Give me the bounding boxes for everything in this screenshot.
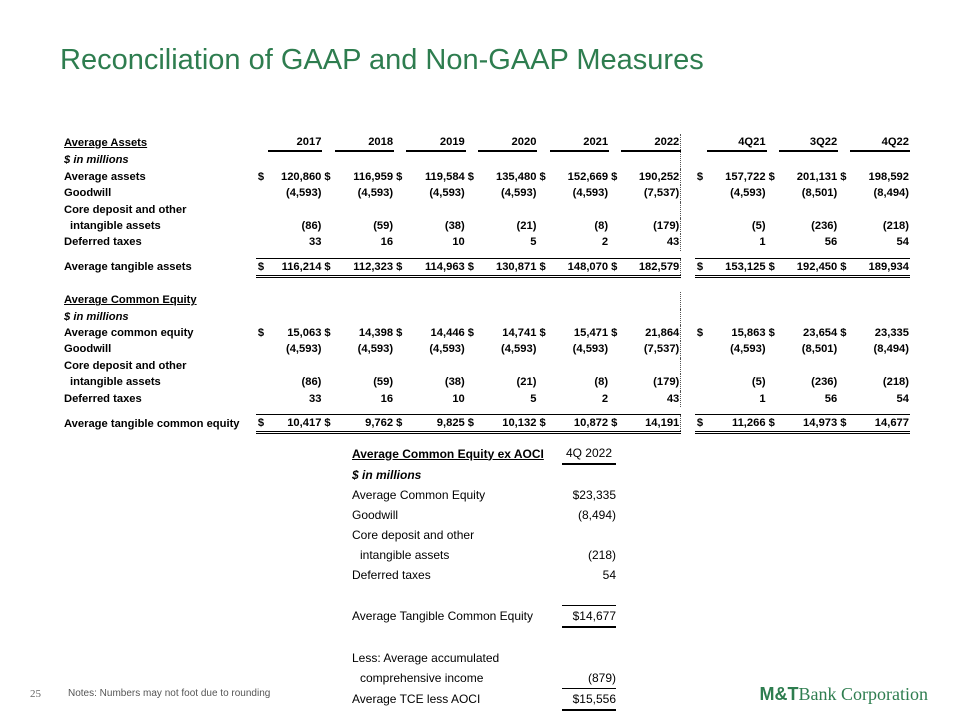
- cell-value: (218): [882, 220, 909, 233]
- dollar-sign: $: [467, 327, 474, 340]
- column-header: 2020: [478, 134, 538, 151]
- cell-value: [707, 151, 767, 168]
- cell-value: (4,593): [357, 187, 394, 200]
- cell-value: 5: [530, 392, 537, 405]
- cell-value: 15,863: [731, 327, 766, 340]
- row-label: Average common equity: [64, 327, 194, 340]
- column-header: [335, 292, 395, 308]
- cell-value: 10: [452, 392, 465, 405]
- cell-value: 43: [621, 391, 681, 407]
- cell-value: 116,959: [353, 170, 394, 183]
- cell-value: 15,471: [573, 327, 609, 340]
- cell-value: [268, 358, 323, 374]
- column-header: 3Q22: [779, 134, 839, 151]
- row-label: intangible assets: [70, 220, 161, 233]
- dollar-sign: $: [767, 258, 779, 276]
- cell-value: (5): [751, 376, 766, 389]
- cell-value: [779, 202, 839, 218]
- dollar-sign: $: [537, 258, 549, 276]
- dollar-sign: $: [696, 170, 704, 183]
- row-label: Core deposit and other: [64, 203, 187, 216]
- cell-value: 114,963: [406, 258, 466, 276]
- aoci-row: Average Common Equity $23,335: [352, 488, 616, 502]
- cell-value: 9,825: [406, 415, 466, 433]
- column-header: [406, 292, 466, 308]
- cell-value: [335, 309, 395, 325]
- cell-value: [335, 151, 395, 168]
- cell-value: 16: [380, 236, 394, 249]
- equity-header-row: [64, 292, 910, 308]
- cell-value: 2: [601, 392, 609, 405]
- dollar-sign: $: [257, 170, 265, 183]
- cell-value: [621, 309, 681, 325]
- row-label: Deferred taxes: [64, 392, 142, 405]
- cell-value: (4,593): [730, 343, 766, 356]
- cell-value: [478, 202, 538, 218]
- cell-value: [850, 151, 910, 168]
- cell-value: 201,131: [796, 170, 838, 183]
- cell-value: [406, 202, 466, 218]
- cell-value: 54: [896, 392, 909, 405]
- cell-value: 148,070: [550, 258, 610, 276]
- cell-value: (38): [444, 376, 465, 389]
- dollar-sign: $: [539, 327, 546, 340]
- cell-value: [779, 309, 839, 325]
- cell-value: 21,864: [621, 325, 681, 341]
- dollar-sign: $: [256, 258, 268, 276]
- column-header: [478, 292, 538, 308]
- aoci-reconciliation-table: [352, 443, 616, 711]
- cell-value: (38): [444, 220, 465, 233]
- cell-value: 10,132: [478, 415, 538, 433]
- equity-units-row: [64, 309, 910, 325]
- cell-value: [335, 358, 395, 374]
- row-label: Core deposit and other: [64, 359, 187, 372]
- cell-value: (4,593): [285, 343, 322, 356]
- column-header: [621, 292, 681, 308]
- footnote: Notes: Numbers may not foot due to rounding: [68, 688, 271, 699]
- dollar-sign: $: [467, 170, 474, 183]
- cell-value: [478, 151, 538, 168]
- assets-row: [64, 202, 910, 218]
- cell-value: (4,593): [429, 343, 465, 356]
- row-label: Average assets: [64, 170, 146, 183]
- cell-value: [621, 202, 681, 218]
- column-header: 2017: [268, 134, 323, 151]
- column-header: [550, 292, 610, 308]
- aoci-row: Goodwill (8,494): [352, 508, 616, 522]
- column-header: [707, 292, 767, 308]
- cell-value: 112,323: [335, 258, 395, 276]
- cell-value: 14,973: [779, 415, 839, 433]
- dollar-sign: $: [466, 258, 478, 276]
- cell-value: [550, 358, 610, 374]
- dollar-sign: $: [539, 170, 546, 183]
- aoci-row: Less: Average accumulated: [352, 651, 500, 665]
- column-header: 2018: [335, 134, 395, 151]
- cell-value: 1: [759, 236, 766, 249]
- dollar-sign: $: [256, 415, 268, 433]
- column-header: 4Q21: [707, 134, 767, 151]
- dollar-sign: $: [322, 258, 334, 276]
- page-number: 25: [30, 688, 41, 700]
- cell-value: [335, 202, 395, 218]
- dollar-sign: $: [466, 415, 478, 433]
- cell-value: 130,871: [478, 258, 538, 276]
- assets-row: [64, 169, 910, 185]
- cell-value: 15,063: [287, 327, 322, 340]
- cell-value: 189,934: [850, 258, 910, 276]
- cell-value: (4,593): [500, 187, 537, 200]
- cell-value: (8,501): [801, 343, 838, 356]
- cell-value: 1: [759, 392, 766, 405]
- equity-total-row: [64, 415, 910, 433]
- cell-value: 157,722: [725, 170, 766, 183]
- cell-value: 23,654: [803, 327, 838, 340]
- cell-value: [406, 151, 466, 168]
- cell-value: 56: [824, 392, 838, 405]
- row-label: Goodwill: [64, 187, 112, 200]
- dollar-sign: $: [609, 415, 621, 433]
- cell-value: [550, 151, 610, 168]
- assets-header-row: [64, 134, 910, 151]
- cell-value: 10,872: [550, 415, 610, 433]
- cell-value: [621, 151, 681, 168]
- dollar-sign: $: [396, 170, 403, 183]
- equity-row: [64, 358, 910, 374]
- cell-value: 2: [601, 236, 609, 249]
- column-header: [850, 292, 910, 308]
- cell-value: [779, 151, 839, 168]
- cell-value: 9,762: [335, 415, 395, 433]
- dollar-sign: $: [394, 415, 406, 433]
- cell-value: (86): [301, 376, 322, 389]
- aoci-row: Core deposit and other: [352, 528, 475, 542]
- equity-row: [64, 391, 910, 407]
- cell-value: [707, 202, 767, 218]
- dollar-sign: $: [537, 415, 549, 433]
- cell-value: 135,480: [495, 170, 537, 183]
- dollar-sign: $: [609, 258, 621, 276]
- dollar-sign: $: [322, 415, 334, 433]
- cell-value: 54: [896, 236, 909, 249]
- logo-mark: M&T: [759, 684, 799, 704]
- cell-value: (7,537): [621, 185, 681, 201]
- dollar-sign: $: [695, 258, 707, 276]
- assets-row: [64, 185, 910, 201]
- dollar-sign: $: [396, 327, 403, 340]
- cell-value: 116,214: [268, 258, 323, 276]
- cell-value: (8,494): [873, 343, 909, 356]
- cell-value: 10,417: [268, 415, 323, 433]
- cell-value: (4,593): [429, 187, 465, 200]
- assets-row: [64, 218, 910, 234]
- cell-value: 10: [452, 236, 465, 249]
- cell-value: 16: [380, 392, 394, 405]
- cell-value: (4,593): [285, 187, 322, 200]
- aoci-heading: Average Common Equity ex AOCI: [352, 446, 544, 461]
- cell-value: (59): [373, 220, 394, 233]
- gaap-reconciliation-table: [64, 134, 910, 434]
- cell-value: (4,593): [500, 343, 537, 356]
- dollar-sign: $: [767, 415, 779, 433]
- cell-value: (218): [882, 376, 909, 389]
- dollar-sign: $: [768, 327, 775, 340]
- dollar-sign: $: [768, 170, 775, 183]
- cell-value: 182,579: [621, 258, 681, 276]
- column-header: 2022: [621, 134, 681, 151]
- row-label: Average Assets: [64, 136, 148, 149]
- cell-value: 33: [308, 236, 322, 249]
- cell-value: (236): [811, 376, 838, 389]
- dollar-sign: $: [838, 258, 850, 276]
- column-header: [779, 292, 839, 308]
- cell-value: [707, 358, 767, 374]
- row-label: $ in millions: [64, 310, 129, 323]
- dollar-sign: $: [257, 327, 265, 340]
- company-logo: [760, 684, 928, 705]
- cell-value: [850, 309, 910, 325]
- page-title: Reconciliation of GAAP and Non-GAAP Measures: [60, 44, 704, 76]
- cell-value: (8): [594, 220, 609, 233]
- equity-row: [64, 325, 910, 341]
- dollar-sign: $: [611, 327, 618, 340]
- cell-value: [406, 309, 466, 325]
- row-label: Average Common Equity: [64, 294, 197, 307]
- cell-value: (4,593): [730, 187, 766, 200]
- cell-value: (4,593): [357, 343, 394, 356]
- cell-value: [621, 358, 681, 374]
- cell-value: [850, 202, 910, 218]
- cell-value: [850, 358, 910, 374]
- cell-value: [707, 309, 767, 325]
- assets-total-row: [64, 258, 910, 276]
- cell-value: 33: [308, 392, 322, 405]
- row-label: Goodwill: [64, 343, 112, 356]
- dollar-sign: $: [696, 327, 704, 340]
- cell-value: (4,593): [572, 187, 609, 200]
- cell-value: [268, 202, 323, 218]
- cell-value: 120,860: [280, 170, 322, 183]
- row-label: Deferred taxes: [64, 236, 142, 249]
- cell-value: (4,593): [572, 343, 609, 356]
- cell-value: 23,335: [874, 327, 909, 340]
- cell-value: [478, 309, 538, 325]
- cell-value: [779, 358, 839, 374]
- aoci-row: Deferred taxes 54: [352, 568, 616, 582]
- logo-text: Bank Corporation: [798, 684, 928, 704]
- dollar-sign: $: [838, 415, 850, 433]
- column-header: 2019: [406, 134, 466, 151]
- cell-value: 192,450: [779, 258, 839, 276]
- dollar-sign: $: [324, 327, 331, 340]
- cell-value: [268, 151, 323, 168]
- cell-value: 14,191: [621, 415, 681, 433]
- equity-row: [64, 341, 910, 357]
- column-header: 2021: [550, 134, 610, 151]
- row-label: Average tangible assets: [64, 261, 192, 274]
- dollar-sign: $: [840, 327, 847, 340]
- aoci-row: intangible assets (218): [360, 548, 616, 562]
- cell-value: 14,446: [430, 327, 465, 340]
- dollar-sign: $: [695, 415, 707, 433]
- cell-value: 56: [824, 236, 838, 249]
- column-header: [268, 292, 323, 308]
- cell-value: 153,125: [707, 258, 767, 276]
- cell-value: (236): [811, 220, 838, 233]
- cell-value: (179): [621, 374, 681, 390]
- equity-row: [64, 374, 910, 390]
- aoci-header-row: [352, 443, 616, 464]
- cell-value: (21): [516, 376, 537, 389]
- cell-value: (8,501): [801, 187, 838, 200]
- aoci-column-header: 4Q 2022: [562, 443, 616, 464]
- cell-value: (21): [516, 220, 537, 233]
- cell-value: (7,537): [621, 341, 681, 357]
- cell-value: 198,592: [868, 170, 909, 183]
- dollar-sign: $: [840, 170, 847, 183]
- cell-value: [550, 202, 610, 218]
- cell-value: [478, 358, 538, 374]
- aoci-row: comprehensive income (879): [352, 668, 616, 689]
- cell-value: 11,266: [707, 415, 767, 433]
- cell-value: [550, 309, 610, 325]
- cell-value: 14,398: [358, 327, 394, 340]
- dollar-sign: $: [324, 170, 331, 183]
- cell-value: 119,584: [424, 170, 465, 183]
- cell-value: 5: [530, 236, 537, 249]
- aoci-final-row: Average TCE less AOCI $15,556: [352, 689, 616, 711]
- cell-value: (8): [594, 376, 609, 389]
- cell-value: [406, 358, 466, 374]
- dollar-sign: $: [394, 258, 406, 276]
- cell-value: (179): [621, 218, 681, 234]
- cell-value: 190,252: [621, 169, 681, 185]
- cell-value: (8,494): [873, 187, 909, 200]
- column-header: 4Q22: [850, 134, 910, 151]
- cell-value: 152,669: [567, 170, 609, 183]
- cell-value: 14,677: [850, 415, 910, 433]
- assets-row: [64, 234, 910, 250]
- assets-units-row: [64, 151, 910, 168]
- cell-value: [268, 309, 323, 325]
- cell-value: 14,741: [502, 327, 537, 340]
- cell-value: 43: [621, 234, 681, 250]
- cell-value: (86): [301, 220, 322, 233]
- aoci-total-row: Average Tangible Common Equity $14,677: [352, 606, 616, 628]
- row-label: $ in millions: [64, 153, 129, 166]
- aoci-units: $ in millions: [352, 467, 422, 482]
- row-label: Average tangible common equity: [64, 417, 240, 430]
- cell-value: (5): [751, 220, 766, 233]
- cell-value: (59): [373, 376, 394, 389]
- row-label: intangible assets: [70, 376, 161, 389]
- dollar-sign: $: [611, 170, 618, 183]
